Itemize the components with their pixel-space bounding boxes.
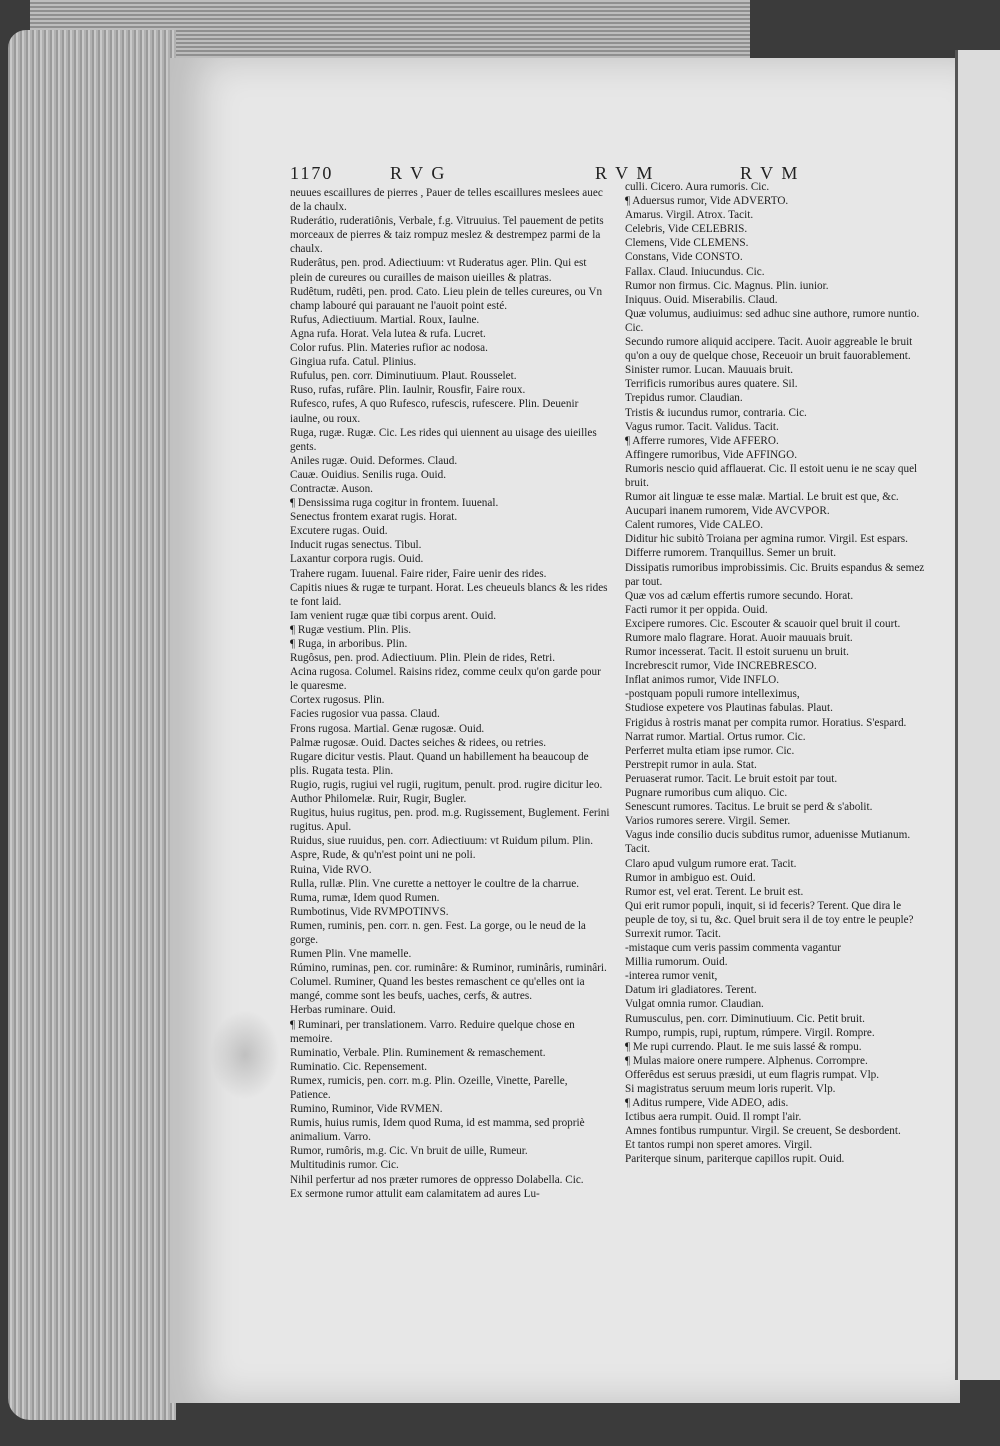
dictionary-entry: ¶ Ruminari, per translationem. Varro. Reduire quelque chose en memoire.	[290, 1018, 575, 1045]
dictionary-entry: Rugitus, huius rugitus, pen. prod. m.g. Rugissement, Buglement. Ferini rugitus. Apul.	[290, 807, 610, 834]
dictionary-entry: Rumis, huius rumis, Idem quod Ruma, id est mamma, sed propriè animalium. Varro.	[290, 1117, 585, 1144]
dictionary-entry: Perferret multa etiam ipse rumor. Cic.	[625, 744, 795, 757]
dictionary-entry: Ruidus, siue ruuidus, pen. corr. Adiectiuum: vt Ruidum pilum. Plin. Aspre, Rude, & qu'n'est point uni ne poli.	[290, 835, 593, 862]
dictionary-entry: Ruminatio. Cic. Repensement.	[290, 1060, 428, 1073]
dictionary-entry: Fallax. Claud. Iniucundus. Cic.	[625, 265, 765, 278]
adjacent-page	[955, 50, 1000, 1380]
dictionary-entry: -interea rumor venit,	[625, 970, 718, 983]
dictionary-entry: Qui erit rumor populi, inquit, si id feceris? Terent. Que dira le peuple de toy, si tu, &c. Quel bruit sera il de toy entre le peuple? Surrexit rumor. Tacit.	[625, 899, 914, 940]
dictionary-entry: Calent rumores, Vide CALEO.	[625, 519, 764, 532]
dictionary-entry: Millia rumorum. Ouid.	[625, 956, 728, 969]
dictionary-entry: Rumen, ruminis, pen. corr. n. gen. Fest. La gorge, ou le neud de la gorge.	[290, 919, 586, 946]
dictionary-entry: Rumoris nescio quid afflauerat. Cic. Il estoit uenu ie ne scay quel bruit.	[625, 462, 918, 489]
dictionary-entry: Tristis & iucundus rumor, contraria. Cic.	[625, 406, 807, 419]
dictionary-entry: Excutere rugas. Ouid.	[290, 525, 388, 538]
dictionary-entry: Narrat rumor. Martial. Ortus rumor. Cic.	[625, 730, 806, 743]
dictionary-entry: Rugôsus, pen. prod. Adiectiuum. Plin. Plein de rides, Retri.	[290, 652, 556, 665]
dictionary-entry: Peruaserat rumor. Tacit. Le bruit estoit par tout.	[625, 772, 838, 785]
dictionary-entry: Rumino, Ruminor, Vide RVMEN.	[290, 1103, 443, 1116]
dictionary-entry: Ruma, rumæ, Idem quod Rumen.	[290, 891, 440, 904]
dictionary-entry: Rufulus, pen. corr. Diminutiuum. Plaut. Rousselet.	[290, 370, 517, 383]
dictionary-entry: Rumor ait linguæ te esse malæ. Martial. Le bruit est que, &c.	[625, 491, 899, 504]
dictionary-entry: Rufesco, rufes, A quo Rufesco, rufescis, rufescere. Plin. Deuenir iaulne, ou roux.	[290, 398, 579, 425]
dictionary-entry: Rumore malo flagrare. Horat. Auoir mauuais bruit.	[625, 632, 853, 644]
dictionary-entry: Ruderátio, ruderatiônis, Verbale, f.g. Vitruuius. Tel pauement de petits morceaux de pierres & taiz rompuz meslez & destrempez parmi de la chaulx.	[290, 215, 604, 256]
dictionary-entry: ¶ Rugæ vestium. Plin. Plis.	[290, 623, 412, 636]
dictionary-entry: Vagus inde consilio ducis subditus rumor, aduenisse Mutianum. Tacit.	[625, 829, 911, 856]
dictionary-entry: Rumusculus, pen. corr. Diminutiuum. Cic. Petit bruit.	[625, 1012, 865, 1025]
dictionary-entry: Rudêtum, rudêti, pen. prod. Cato. Lieu plein de telles cureures, ou Vn champ labouré qui parauant ne l'auoit point esté.	[290, 285, 603, 312]
dictionary-entry: Pugnare rumoribus cum aliquo. Cic.	[625, 787, 788, 800]
dictionary-entry: Rumor, rumôris, m.g. Cic. Vn bruit de uille, Rumeur.	[290, 1145, 528, 1158]
page-stain	[210, 1010, 280, 1100]
dictionary-entry: Facti rumor it per oppida. Ouid.	[625, 603, 768, 616]
left-column	[290, 186, 610, 1201]
dictionary-entry: Palmæ rugosæ. Ouid. Dactes seiches & ridees, ou retries.	[290, 736, 547, 749]
dictionary-entry: Quæ vos ad cælum effertis rumore secundo. Horat.	[625, 589, 854, 602]
dictionary-entry: Iniquus. Ouid. Miserabilis. Claud.	[625, 293, 778, 306]
dictionary-entry: Sinister rumor. Lucan. Mauuais bruit.	[625, 364, 794, 377]
dictionary-entry: -mistaque cum veris passim commenta vagantur	[625, 942, 841, 955]
dictionary-entry: Rugio, rugis, rugiui vel rugii, rugitum, penult. prod. rugire dicitur leo. Author Philomelæ. Ruir, Rugir, Bugler.	[290, 778, 603, 806]
dictionary-entry: Amnes fontibus rumpuntur. Virgil. Se creuent, Se desbordent.	[625, 1125, 901, 1138]
dictionary-entry: Capitis niues & rugæ te turpant. Horat. Les cheueuls blancs & les rides te font laid.	[290, 581, 608, 608]
dictionary-entry: Inducit rugas senectus. Tibul.	[290, 539, 422, 552]
dictionary-entry: Rugare dicitur vestis. Plaut. Quand un habillement ha beaucoup de plis. Rugata testa. Plin.	[290, 750, 589, 777]
header-left-label: R V G	[390, 163, 447, 183]
dictionary-entry: Senescunt rumores. Tacitus. Le bruit se perd & s'abolit.	[625, 801, 873, 814]
dictionary-entry: Aucupari inanem rumorem, Vide AVCVPOR.	[625, 505, 830, 518]
dictionary-entry: Excipere rumores. Cic. Escouter & scauoir quel bruit il court.	[625, 617, 901, 630]
dictionary-entry: Varios rumores serere. Virgil. Semer.	[625, 815, 791, 828]
dictionary-entry: ¶ Aditus rumpere, Vide ADEO, adis.	[625, 1097, 789, 1110]
dictionary-entry: Differre rumorem. Tranquillus. Semer un bruit.	[625, 547, 837, 560]
book-page-edges	[8, 30, 176, 1420]
dictionary-entry: Acina rugosa. Columel. Raisins ridez, comme ceulx qu'on garde pour le quaresme.	[290, 666, 601, 693]
dictionary-entry: Trahere rugam. Iuuenal. Faire rider, Faire uenir des rides.	[290, 567, 547, 580]
dictionary-entry: Rumor non firmus. Cic. Magnus. Plin. iunior.	[625, 279, 829, 292]
dictionary-entry: Rumor in ambiguo est. Ouid.	[625, 871, 756, 884]
dictionary-entry: Ruga, rugæ. Rugæ. Cic. Les rides qui uiennent au uisage des uieilles gents.	[290, 426, 597, 453]
dictionary-entry: Ruina, Vide RVO.	[290, 863, 372, 876]
dictionary-entry: Vulgat omnia rumor. Claudian.	[625, 998, 764, 1011]
dictionary-entry: Amarus. Virgil. Atrox. Tacit.	[625, 209, 754, 222]
dictionary-entry: Senectus frontem exarat rugis. Horat.	[290, 511, 458, 524]
dictionary-entry: ¶ Mulas maiore onere rumpere. Alphenus. Corrompre.	[625, 1054, 868, 1067]
dictionary-entry: Dissipatis rumoribus improbissimis. Cic. Bruits espandus & semez par tout.	[625, 561, 925, 588]
dictionary-entry: Clemens, Vide CLEMENS.	[625, 237, 749, 250]
dictionary-entry: Inflat animos rumor, Vide INFLO.	[625, 674, 780, 687]
dictionary-entry: Laxantur corpora rugis. Ouid.	[290, 553, 424, 566]
dictionary-entry: Offerêdus est seruus præsidi, ut eum flagris rumpat. Vlp.	[625, 1068, 880, 1081]
header-right-label: R V M	[740, 163, 800, 183]
dictionary-entry: Multitudinis rumor. Cic.	[290, 1159, 399, 1172]
dictionary-entry: Quæ volumus, audiuimus: sed adhuc sine authore, rumore nuntio. Cic.	[625, 307, 920, 334]
dictionary-entry: -postquam populi rumore intelleximus,	[625, 688, 800, 701]
dictionary-entry: Color rufus. Plin. Materies rufior ac nodosa.	[290, 342, 488, 355]
dictionary-entry: Herbas ruminare. Ouid.	[290, 1004, 396, 1017]
dictionary-entry: Facies rugosior vua passa. Claud.	[290, 708, 440, 721]
dictionary-entry: Perstrepit rumor in aula. Stat.	[625, 758, 757, 771]
dictionary-entry: Constans, Vide CONSTO.	[625, 251, 743, 264]
dictionary-entry: culli. Cicero. Aura rumoris. Cic.	[625, 181, 770, 193]
dictionary-entry: Rulla, rullæ. Plin. Vne curette a nettoyer le coultre de la charrue.	[290, 877, 580, 890]
dictionary-entry: Rumpo, rumpis, rupi, ruptum, rúmpere. Virgil. Rompre.	[625, 1026, 875, 1039]
right-column	[625, 180, 925, 1167]
dictionary-entry: Studiose expetere vos Plautinas fabulas. Plaut.	[625, 702, 833, 715]
dictionary-entry: Rumbotinus, Vide RVMPOTINVS.	[290, 905, 449, 918]
dictionary-entry: Et tantos rumpi non speret amores. Virgil.	[625, 1139, 813, 1152]
dictionary-entry: Secundo rumore aliquid accipere. Tacit. Auoir aggreable le bruit qu'on a ouy de quelque chose, Receuoir un bruit fauorablement.	[625, 336, 913, 363]
dictionary-entry: Datum iri gladiatores. Terent.	[625, 984, 757, 997]
dictionary-entry: ¶ Aduersus rumor, Vide ADVERTO.	[625, 195, 789, 208]
dictionary-entry: Rumex, rumicis, pen. corr. m.g. Plin. Ozeille, Vinette, Parelle, Patience.	[290, 1074, 568, 1101]
dictionary-entry: Agna rufa. Horat. Vela lutea & rufa. Lucret.	[290, 327, 486, 340]
dictionary-entry: Nihil perfertur ad nos præter rumores de oppresso Dolabella. Cic.	[290, 1173, 584, 1186]
dictionary-entry: Contractæ. Auson.	[290, 482, 373, 495]
dictionary-entry: ¶ Ruga, in arboribus. Plin.	[290, 638, 408, 650]
dictionary-entry: Rumen Plin. Vne mamelle.	[290, 948, 412, 961]
dictionary-entry: Ruminatio, Verbale. Plin. Ruminement & remaschement.	[290, 1046, 546, 1059]
dictionary-entry: Pariterque sinum, pariterque capillos rupit. Ouid.	[625, 1153, 845, 1166]
dictionary-entry: Cortex rugosus. Plin.	[290, 694, 385, 707]
page-number: 1170	[290, 163, 334, 183]
dictionary-entry: Affingere rumoribus, Vide AFFINGO.	[625, 448, 797, 461]
dictionary-entry: Ruderâtus, pen. prod. Adiectiuum: vt Ruderatus ager. Plin. Qui est plein de cureures ou curailles de maison uieilles & platras.	[290, 257, 587, 284]
dictionary-entry: Iam venient rugæ quæ tibi corpus arent. Ouid.	[290, 609, 496, 622]
dictionary-entry: Frigidus à rostris manat per compita rumor. Horatius. S'espard.	[625, 716, 907, 729]
dictionary-entry: Trepidus rumor. Claudian.	[625, 392, 743, 405]
dictionary-entry: Frons rugosa. Martial. Genæ rugosæ. Ouid.	[290, 722, 485, 735]
dictionary-entry: Ex sermone rumor attulit eam calamitatem ad aures Lu-	[290, 1187, 540, 1200]
dictionary-entry: ¶ Densissima ruga cogitur in frontem. Iuuenal.	[290, 497, 499, 510]
dictionary-entry: Terrificis rumoribus aures quatere. Sil.	[625, 378, 798, 391]
dictionary-entry: Increbrescit rumor, Vide INCREBRESCO.	[625, 660, 817, 673]
dictionary-entry: Rúmino, ruminas, pen. cor. ruminâre: & Ruminor, ruminâris, ruminâri. Columel. Ruminer, Quand les bestes remaschent ce qu'elles ont ia mangé, comme sont les beufs, uaches, cerfs, & autres.	[290, 962, 607, 1003]
dictionary-entry: Gingiua rufa. Catul. Plinius.	[290, 356, 417, 369]
dictionary-entry: Rumor incesserat. Tacit. Il estoit suruenu un bruit.	[625, 646, 849, 659]
dictionary-entry: neuues escaillures de pierres , Pauer de telles escaillures meslees auec de la chaulx.	[290, 187, 603, 214]
dictionary-entry: Celebris, Vide CELEBRIS.	[625, 223, 748, 236]
dictionary-entry: Rufus, Adiectiuum. Martial. Roux, Iaulne.	[290, 313, 480, 326]
dictionary-entry: Si magistratus seruum meum loris ruperit. Vlp.	[625, 1083, 836, 1095]
dictionary-entry: ¶ Afferre rumores, Vide AFFERO.	[625, 434, 779, 447]
dictionary-entry: Aniles rugæ. Ouid. Deformes. Claud.	[290, 454, 458, 467]
header-center-label: R V M	[595, 163, 655, 183]
dictionary-entry: Claro apud vulgum rumore erat. Tacit.	[625, 857, 797, 870]
dictionary-entry: Rumor est, vel erat. Terent. Le bruit est.	[625, 885, 804, 898]
dictionary-entry: Vagus rumor. Tacit. Validus. Tacit.	[625, 420, 779, 433]
dictionary-entry: ¶ Me rupi currendo. Plaut. Ie me suis lassé & rompu.	[625, 1040, 862, 1053]
dictionary-entry: Ruso, rufas, rufâre. Plin. Iaulnir, Rousfir, Faire roux.	[290, 384, 526, 397]
dictionary-entry: Cauæ. Ouidius. Senilis ruga. Ouid.	[290, 468, 447, 481]
dictionary-entry: Diditur hic subitò Troiana per agmina rumor. Virgil. Est espars.	[625, 533, 908, 546]
dictionary-entry: Ictibus aera rumpit. Ouid. Il rompt l'air.	[625, 1111, 802, 1124]
